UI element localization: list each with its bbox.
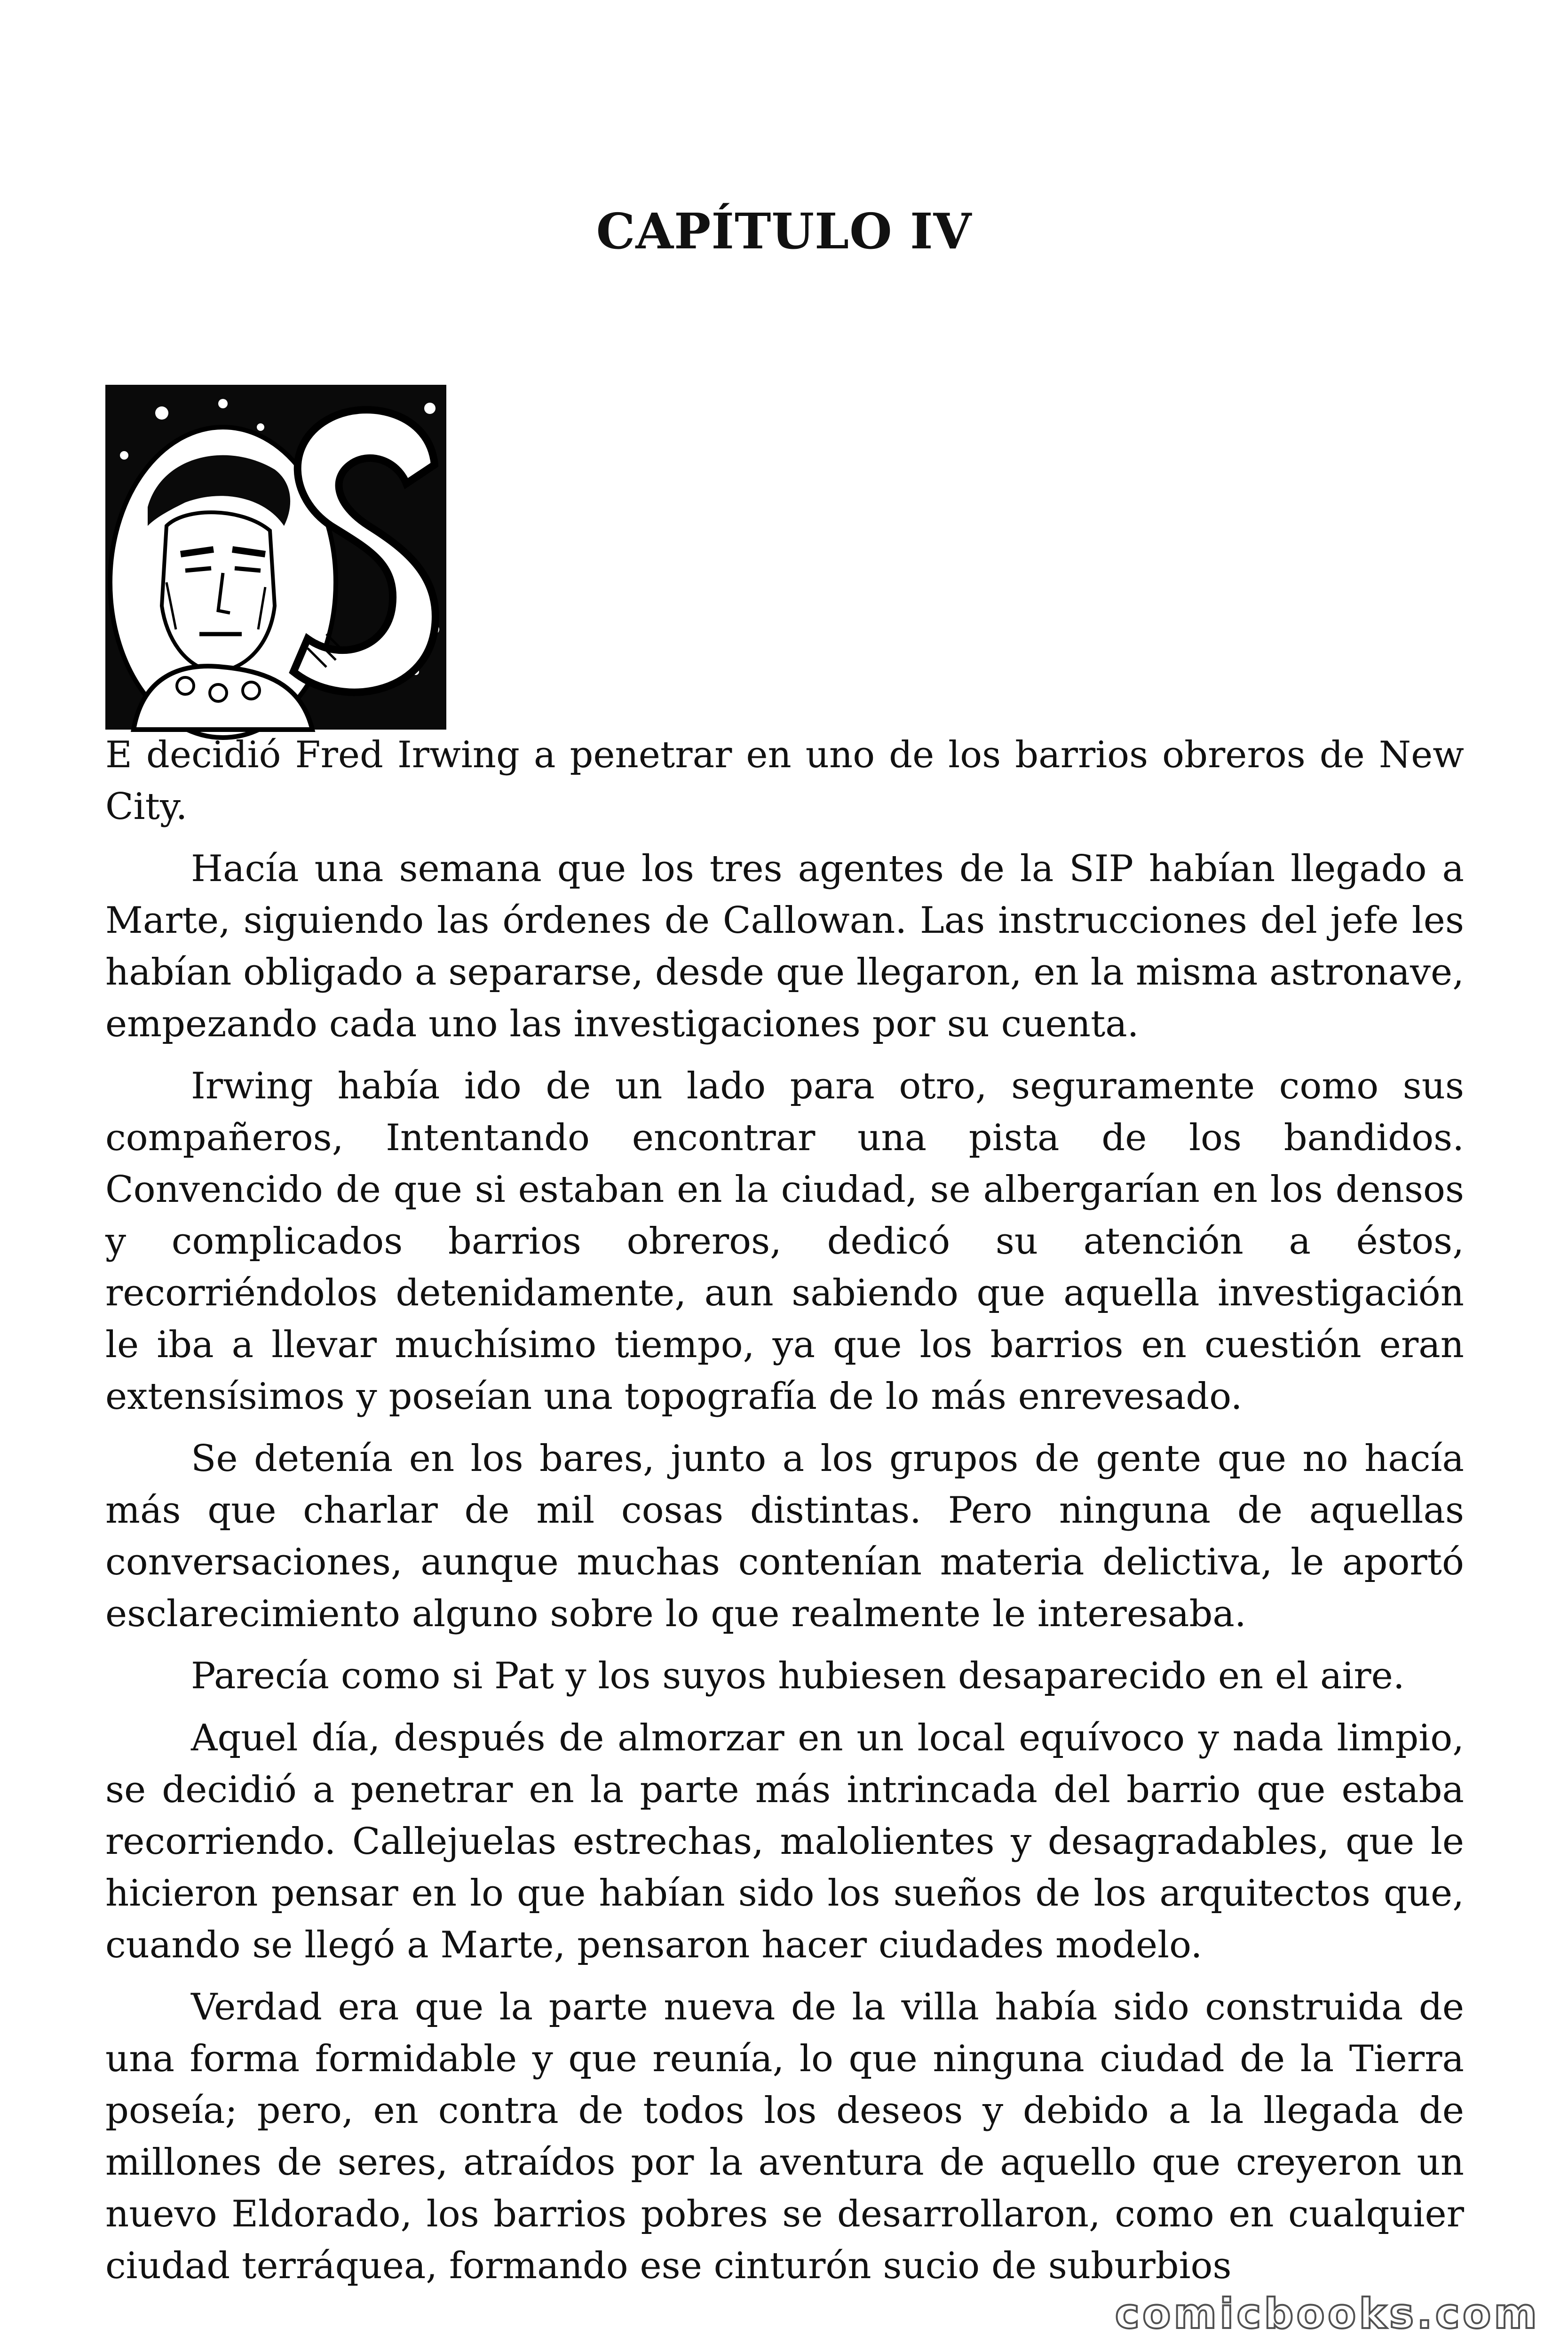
- chapter-body: [105, 729, 1465, 2287]
- paragraph-5: Parecía como si Pat y los suyos hubiesen desaparecido en el aire.: [191, 1655, 1405, 1697]
- paragraph-3: Irwing había ido de un lado para otro, seguramente como sus compañeros, Intentando encontrar una pista de los bandidos. Convencido de que si estaban en la ciudad, se albergarían en los densos y complicados barrios obreros, dedicó su atención a éstos, recorriéndolos detenidamente, aun sabiendo que aquella investigación le iba a llevar muchísimo tiempo, ya que los barrios en cuestión eran extensísimos y poseían una topografía de lo más enrevesado.: [105, 1065, 1464, 1418]
- paragraph-7: Verdad era que la parte nueva de la villa había sido construida de una forma formidable y que reunía, lo que ninguna ciudad de la Tierra poseía; pero, en contra de todos los deseos y debido a la llegada de millones de seres, atraídos por la aventura de aquello que creyeron un nuevo Eldorado, los barrios pobres se desarrollaron, como en cualquier ciudad terráquea, formando ese cinturón sucio de suburbios: [105, 1986, 1464, 2287]
- chapter-title: CAPÍTULO IV: [596, 202, 972, 260]
- watermark: comicbooks.com: [1115, 2289, 1540, 2338]
- astronaut-dropcap-icon: [105, 385, 450, 730]
- dropcap-astronaut-illustration: [105, 385, 450, 730]
- paragraph-4: Se detenía en los bares, junto a los grupos de gente que no hacía más que charlar de mil cosas distintas. Pero ninguna de aquellas conversaciones, aunque muchas contenían materia delictiva, le aportó esclarecimiento alguno sobre lo que realmente le interesaba.: [105, 1438, 1464, 1635]
- paragraph-1: E decidió Fred Irwing a penetrar en uno de los barrios obreros de New City.: [105, 734, 1464, 828]
- paragraph-6: Aquel día, después de almorzar en un local equívoco y nada limpio, se decidió a penetrar en la parte más intrincada del barrio que estaba recorriendo. Callejuelas estrechas, malolientes y desagradables, que le hicieron pensar en lo que habían sido los sueños de los arquitectos que, cuando se llegó a Marte, pensaron hacer ciudades modelo.: [105, 1717, 1464, 1966]
- paragraph-2: Hacía una semana que los tres agentes de la SIP habían llegado a Marte, siguiendo las órdenes de Callowan. Las instrucciones del jefe les habían obligado a separarse, desde que llegaron, en la misma astronave, empezando cada uno las investigaciones por su cuenta.: [105, 848, 1465, 1045]
